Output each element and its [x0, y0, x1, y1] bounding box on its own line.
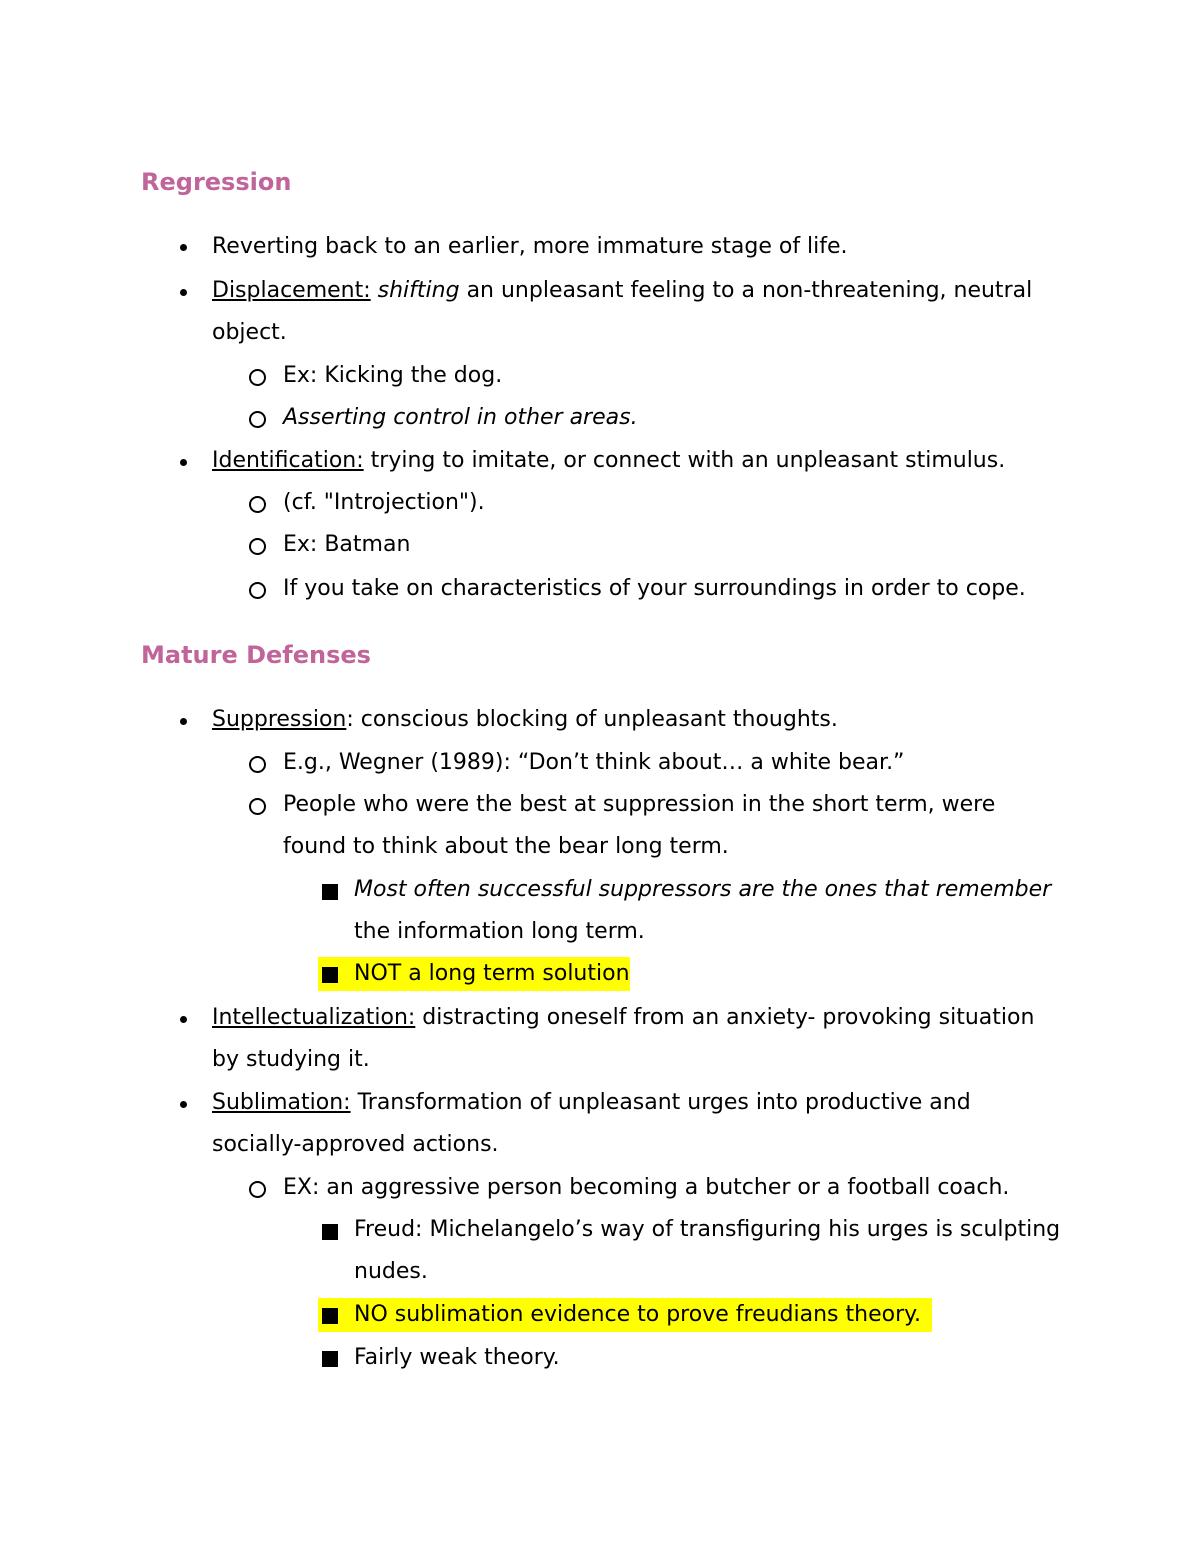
list-item: EX: an aggressive person becoming a butcher or a football coach. — [283, 1175, 1010, 1200]
list-item: If you take on characteristics of your surroundings in order to cope. — [283, 576, 1026, 601]
bullet-circle-icon — [249, 496, 266, 513]
bullet-circle-icon — [249, 1181, 266, 1198]
list-item: People who were the best at suppression in the short term, were — [283, 792, 996, 817]
list-item — [212, 1003, 1034, 1033]
list-item — [212, 276, 1032, 306]
list-item-highlighted: NO sublimation evidence to prove freudians theory. — [354, 1302, 921, 1327]
list-item-highlighted: NOT a long term solution — [354, 961, 630, 986]
term-intellectualization: Intellectualization: — [212, 1005, 416, 1030]
bullet-circle-icon — [249, 538, 266, 555]
list-item: Ex: Kicking the dog. — [283, 363, 503, 388]
section-heading-mature-defenses: Mature Defenses — [141, 641, 371, 669]
list-item: Reverting back to an earlier, more immature stage of life. — [212, 234, 848, 259]
bullet-circle-icon — [249, 369, 266, 386]
bullet-circle-icon — [249, 411, 266, 428]
term-sublimation: Sublimation: — [212, 1090, 351, 1115]
bullet-circle-icon — [249, 798, 266, 815]
list-item-text: distracting oneself from an anxiety- provoking situation — [415, 1005, 1035, 1030]
emphasis-text: shifting — [377, 278, 460, 303]
bullet-square-icon — [322, 967, 338, 983]
list-item — [212, 446, 1005, 476]
list-item-continuation: socially-approved actions. — [212, 1132, 499, 1157]
term-identification: Identification: — [212, 448, 364, 473]
bullet-circle-icon — [249, 582, 266, 599]
list-item: Most often successful suppressors are the ones that remember — [354, 877, 1052, 902]
bullet-square-icon — [322, 1224, 338, 1240]
list-item-continuation: nudes. — [354, 1259, 428, 1284]
section-heading-regression: Regression — [141, 168, 292, 196]
term-suppression: Suppression — [212, 707, 347, 732]
list-item: Freud: Michelangelo’s way of transfiguring his urges is sculpting — [354, 1217, 1061, 1242]
list-item-text: : conscious blocking of unpleasant thoughts. — [346, 707, 838, 732]
bullet-dot-icon — [180, 459, 187, 466]
bullet-square-icon — [322, 884, 338, 900]
list-item-continuation: by studying it. — [212, 1047, 370, 1072]
list-item-text: trying to imitate, or connect with an unpleasant stimulus. — [363, 448, 1006, 473]
bullet-square-icon — [322, 1351, 338, 1367]
list-item: Ex: Batman — [283, 532, 411, 557]
list-item-continuation: found to think about the bear long term. — [283, 834, 729, 859]
list-item: Fairly weak theory. — [354, 1345, 560, 1370]
list-item-continuation: the information long term. — [354, 919, 645, 944]
list-item-text: an unpleasant feeling to a non-threatening, neutral — [459, 278, 1033, 303]
list-item — [212, 1088, 971, 1118]
list-item — [212, 705, 838, 735]
bullet-dot-icon — [180, 718, 187, 725]
list-item-text: Transformation of unpleasant urges into productive and — [350, 1090, 971, 1115]
list-item: Asserting control in other areas. — [283, 405, 638, 430]
list-item-continuation: object. — [212, 320, 287, 345]
list-item: E.g., Wegner (1989): “Don’t think about… a white bear.” — [283, 750, 905, 775]
bullet-dot-icon — [180, 289, 187, 296]
bullet-square-icon — [322, 1308, 338, 1324]
bullet-circle-icon — [249, 756, 266, 773]
term-displacement: Displacement: — [212, 278, 371, 303]
bullet-dot-icon — [180, 244, 187, 251]
bullet-dot-icon — [180, 1101, 187, 1108]
list-item: (cf. "Introjection"). — [283, 490, 485, 515]
bullet-dot-icon — [180, 1016, 187, 1023]
